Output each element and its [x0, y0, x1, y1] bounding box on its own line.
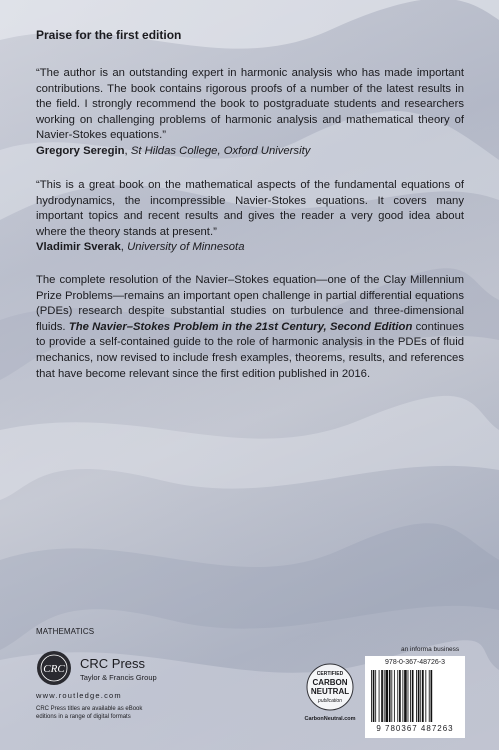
praise-quote-1 [36, 66, 464, 160]
carbon-certified: CERTIFIED [316, 671, 344, 677]
neutral-word: NEUTRAL [310, 687, 350, 696]
book-title: The Navier–Stokes Problem in the 21st Century, Second Edition [68, 320, 413, 333]
barcode-bar [404, 670, 407, 722]
barcode-bar [408, 670, 409, 722]
barcode-bar [375, 670, 376, 722]
crc-logo-text: CRC [43, 663, 65, 675]
isbn-label: 978-0-367-48726-3 [385, 659, 445, 666]
quote-1-attribution: Gregory Seregin, St Hildas College, Oxford University [36, 144, 311, 157]
praise-heading: Praise for the first edition [36, 28, 182, 42]
publisher-name: CRC Press [80, 656, 146, 671]
carbon-neutral-site: CarbonNeutral.com [304, 716, 356, 722]
ebook-note: CRC Press titles are available as eBook editions in a range of digital formats [36, 706, 143, 720]
carbon-neutral-stamp-icon [305, 662, 355, 712]
publisher-url[interactable]: www.routledge.com [36, 691, 122, 700]
barcode-bar [399, 670, 401, 722]
crc-press-logo-icon [36, 650, 72, 686]
quote-1-text: “The author is an outstanding expert in harmonic analysis who has made important contributions. The book contains rigorous proofs of a number of the latest results in the field. I strongly recommend the book to postgraduate students and researchers working on challenging problems of harmonic analysis and mathematical theory of Navier-Stokes equations.” [36, 67, 464, 142]
praise-quote-2 [36, 178, 464, 256]
quote-2-affiliation: University of Minnesota [127, 241, 245, 254]
barcode-bar [381, 670, 383, 722]
barcode-bar [410, 670, 411, 722]
barcode-bar [422, 670, 424, 722]
barcode-bar [416, 670, 417, 722]
barcode-bar [429, 670, 430, 722]
quote-2-author: Vladimir Sverak [36, 241, 121, 254]
isbn-barcode-block [365, 656, 465, 738]
book-description [36, 273, 464, 382]
barcode-bar [371, 670, 372, 722]
carbon-word: CARBON [312, 678, 348, 687]
description-part-2: continues to provide a self-contained guide to the role of harmonic analysis in the PDEs of fluid mechanics, now revised to include fresh examples, theorems, results, and references that have become relevant since the first edition published in 2016. [36, 320, 465, 380]
barcode-bar [402, 670, 403, 722]
barcode-bar [385, 670, 388, 722]
description-part-1: The complete resolution of the Navier–Stokes equation—one of the Clay Millennium Prize Problems—remains an important open challenge in partial differential equations (PDEs) research despite substantial studies on turbulence and three-dimensional fluids. [36, 274, 464, 333]
informa-business-label: an informa business [401, 646, 460, 653]
barcode-bar [379, 670, 380, 722]
quote-1-affiliation: St Hildas College, Oxford University [130, 144, 311, 157]
barcode-bar [397, 670, 398, 722]
publisher-group: Taylor & Francis Group [80, 673, 157, 682]
barcode-bar [373, 670, 375, 722]
barcode-digits: 9 780367 487263 [376, 724, 454, 733]
barcode-bar [418, 670, 420, 722]
quote-2-text: “This is a great book on the mathematical aspects of the fundamental equations of hydrodynamics, the incompressible Navier-Stokes equations. It covers many important topics and recent results and gives the reader a very good idea about where the theory stands at present.” [36, 179, 464, 238]
barcode-bar [384, 670, 385, 722]
barcode-bar [420, 670, 421, 722]
barcode-bar [425, 670, 426, 722]
barcode-bar [394, 670, 395, 722]
publication-word: publication [318, 698, 342, 704]
barcode-bar [391, 670, 392, 722]
quote-1-author: Gregory Seregin [36, 144, 125, 157]
quote-2-attribution: Vladimir Sverak, University of Minnesota [36, 241, 245, 254]
barcode-icon [371, 670, 459, 722]
barcode-bar [412, 670, 414, 722]
subject-category: MATHEMATICS [36, 627, 95, 636]
barcode-bar [431, 670, 433, 722]
barcode-bar [389, 670, 391, 722]
